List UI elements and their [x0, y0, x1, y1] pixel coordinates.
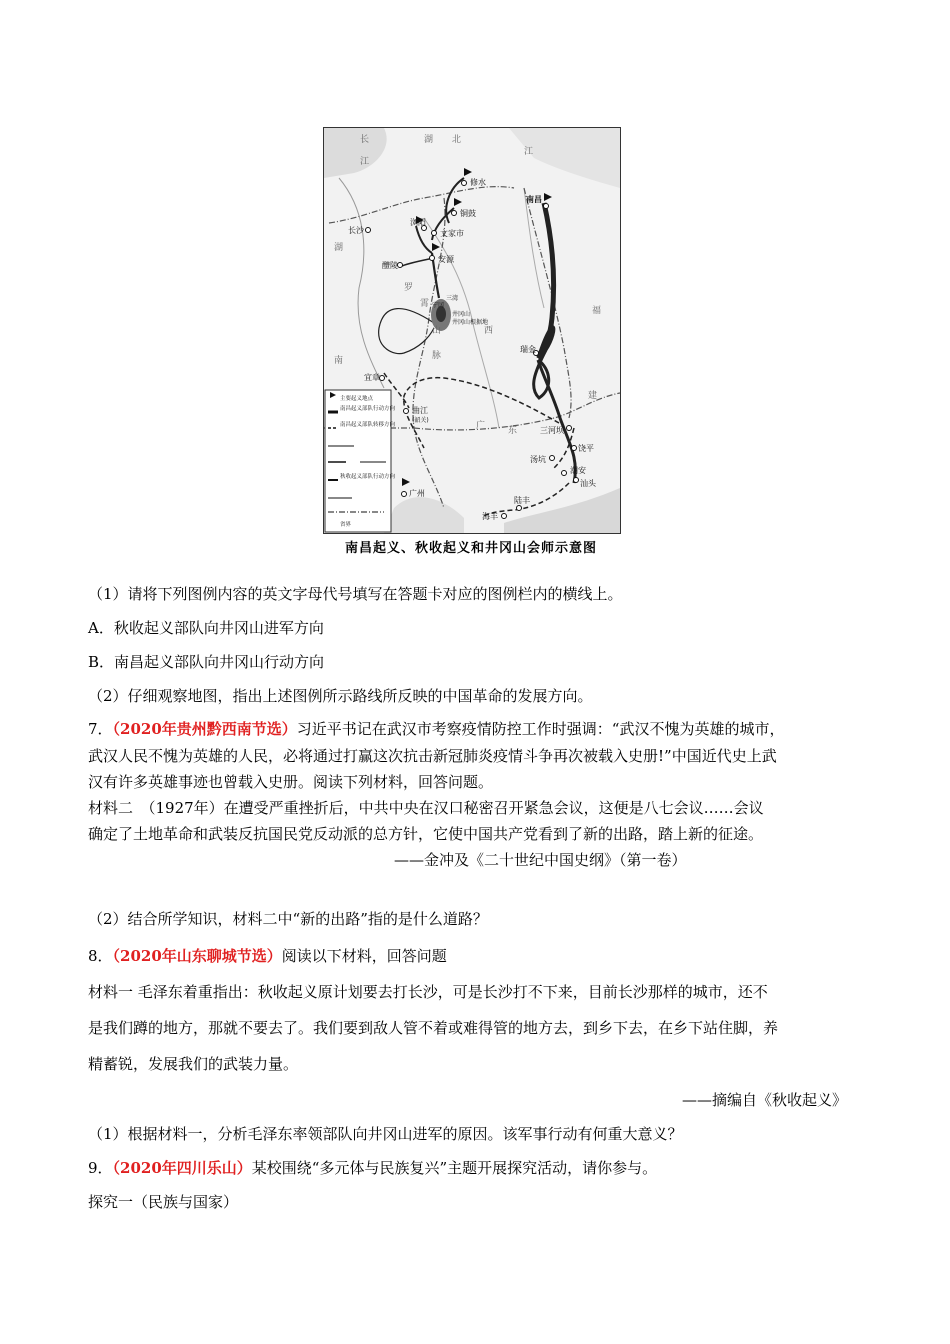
legend-border: 省界 — [340, 522, 352, 528]
q8-intro: 阅读以下材料，回答问题 — [281, 947, 447, 965]
q7-heading — [88, 719, 784, 739]
q7-material-line2: 确定了土地革命和武装反抗国民党反动派的总方针，它使中国共产党看到了新的出路，踏上新的征途。 — [88, 825, 764, 843]
city-dot — [462, 181, 467, 186]
q6-sub2: （2）仔细观察地图，指出上述图例所示路线所反映的中国革命的发展方向。 — [88, 687, 593, 705]
label-tangkeng: 汤坑 — [530, 455, 546, 464]
city-dot — [366, 228, 371, 233]
q8-material-line2: 是我们蹲的地方，那就不要去了。我们要到敌人管不着或难得管的地方去，到乡下去，在乡下站住脚，养 — [88, 1019, 779, 1037]
label-xiushui: 修水 — [470, 178, 486, 187]
label-liuyang: 浏阳 — [410, 218, 426, 227]
city-dot — [544, 204, 549, 209]
city-dot — [432, 231, 437, 236]
q8-material-source: ——摘编自《秋收起义》 — [682, 1091, 848, 1109]
region-label: 脉 — [432, 351, 442, 361]
map-legend — [325, 390, 396, 532]
label-jinggangshan: 井冈山 — [452, 311, 471, 318]
city-dot — [452, 211, 457, 216]
q8-number: 8． — [88, 947, 113, 965]
region-label: 广 — [476, 421, 486, 431]
region-label: 霄 — [420, 299, 430, 309]
q8-material-line3: 精蓄锐，发展我们的武装力量。 — [88, 1055, 299, 1073]
q9-intro: 某校围绕“多元体与民族复兴”主题开展探究活动，请你参与。 — [251, 1159, 658, 1177]
region-label: 福 — [592, 306, 602, 316]
q7-material-line1: 材料二 （1927年）在遭受严重挫折后，中共中央在汉口秘密召开紧急会议，这便是八七会议……会议 — [88, 799, 764, 817]
q7-line2: 武汉人民不愧为英雄的人民，必将通过打赢这次抗击新冠肺炎疫情斗争再次被载入史册!”中国近代史上武 — [88, 747, 777, 765]
map-svg — [324, 128, 620, 533]
city-dot — [398, 263, 403, 268]
label-sanheba: 三河坝 — [540, 426, 564, 435]
label-liling: 醴陵 — [382, 261, 398, 270]
label-changsha: 长沙 — [348, 226, 364, 235]
city-dot — [404, 409, 409, 414]
legend-uprising-place: 主要起义地点 — [340, 396, 374, 402]
city-dot — [567, 426, 572, 431]
city-dot — [380, 376, 385, 381]
label-anyuan: 安源 — [438, 255, 454, 264]
label-guangzhou: 广州 — [409, 489, 425, 498]
city-dot — [402, 492, 407, 497]
city-dot — [502, 514, 507, 519]
label-lufeng: 陆丰 — [514, 496, 530, 505]
map-frame — [323, 127, 621, 534]
city-dot — [517, 506, 522, 511]
city-dot — [562, 471, 567, 476]
label-wenjiashi: 文家市 — [440, 229, 464, 238]
region-label: 罗 — [404, 283, 414, 293]
label-qujiang: 曲江 — [412, 406, 428, 415]
region-label: 东 — [508, 426, 518, 436]
q7-sub2: （2）结合所学知识，材料二中“新的出路”指的是什么道路？ — [88, 910, 488, 928]
city-dot — [574, 478, 579, 483]
q8-sub1: （1）根据材料一，分析毛泽东率领部队向井冈山进军的原因。该军事行动有何重大意义？ — [88, 1125, 683, 1143]
label-nanchang: 南昌 — [526, 195, 542, 204]
q7-material-source: ——金冲及《二十世纪中国史纲》（第一卷） — [394, 851, 687, 869]
map-caption: 南昌起义、秋收起义和井冈山会师示意图 — [344, 541, 597, 556]
region-label: 北 — [452, 135, 462, 145]
region-label: 江 — [360, 157, 370, 167]
label-shaoguan: (韶关) — [412, 417, 429, 424]
q7-number: 7． — [88, 720, 113, 738]
label-sanwan: 三湾 — [446, 295, 459, 302]
region-label: 湖 — [424, 135, 434, 145]
q6-sub1: （1）请将下列图例内容的英文字母代号填写在答题卡对应的图例栏内的横线上。 — [88, 585, 623, 603]
city-dot — [572, 446, 577, 451]
q9-number: 9． — [88, 1159, 113, 1177]
label-shantou: 汕头 — [580, 479, 596, 488]
legend-nanchang-dir: 南昌起义部队行动方向 — [340, 406, 396, 412]
q6-option-a: A．秋收起义部队向井冈山进军方向 — [88, 619, 324, 637]
historical-map — [323, 127, 619, 557]
q9-heading — [88, 1158, 657, 1178]
city-dot — [430, 256, 435, 261]
q7-line1: 习近平书记在武汉市考察疫情防控工作时强调：“武汉不愧为英雄的城市， — [296, 720, 785, 738]
region-label: 江 — [524, 147, 534, 157]
region-label: 西 — [484, 326, 494, 336]
label-chaoan: 潮安 — [570, 466, 586, 475]
region-label: 山 — [432, 326, 442, 336]
label-jinggang-base: 井冈山根据地 — [452, 319, 489, 326]
q8-source: （2020年山东聊城节选） — [112, 947, 282, 965]
q8-material-line1: 材料一 毛泽东着重指出：秋收起义原计划要去打长沙，可是长沙打不下来，目前长沙那样的城市，还不 — [88, 983, 768, 1001]
label-haifeng: 海丰 — [482, 512, 498, 521]
q6-option-b: B．南昌起义部队向井冈山行动方向 — [88, 653, 325, 671]
q9-source: （2020年四川乐山） — [112, 1159, 252, 1177]
q8-heading — [88, 946, 447, 966]
region-label: 南 — [334, 356, 344, 366]
region-label: 建 — [588, 391, 598, 401]
label-ruijin: 瑞金 — [520, 345, 536, 354]
label-ninggang: 宁冈 — [432, 302, 445, 309]
city-dot — [550, 456, 555, 461]
q9-explore1: 探究一（民族与国家） — [88, 1193, 239, 1211]
legend-nanchang-transfer: 南昌起义部队转移方向 — [340, 422, 396, 428]
region-label: 湖 — [334, 243, 344, 253]
q7-source: （2020年贵州黔西南节选） — [112, 720, 297, 738]
region-label: 长 — [360, 135, 370, 145]
label-raoping: 饶平 — [578, 444, 594, 453]
legend-qiushou-dir: 秋收起义部队行动方向 — [340, 474, 396, 480]
q7-line3: 汉有许多英雄事迹也曾载入史册。阅读下列材料，回答问题。 — [88, 773, 494, 791]
label-yizhang: 宜章 — [364, 373, 380, 382]
label-tonggu: 铜鼓 — [460, 209, 476, 218]
